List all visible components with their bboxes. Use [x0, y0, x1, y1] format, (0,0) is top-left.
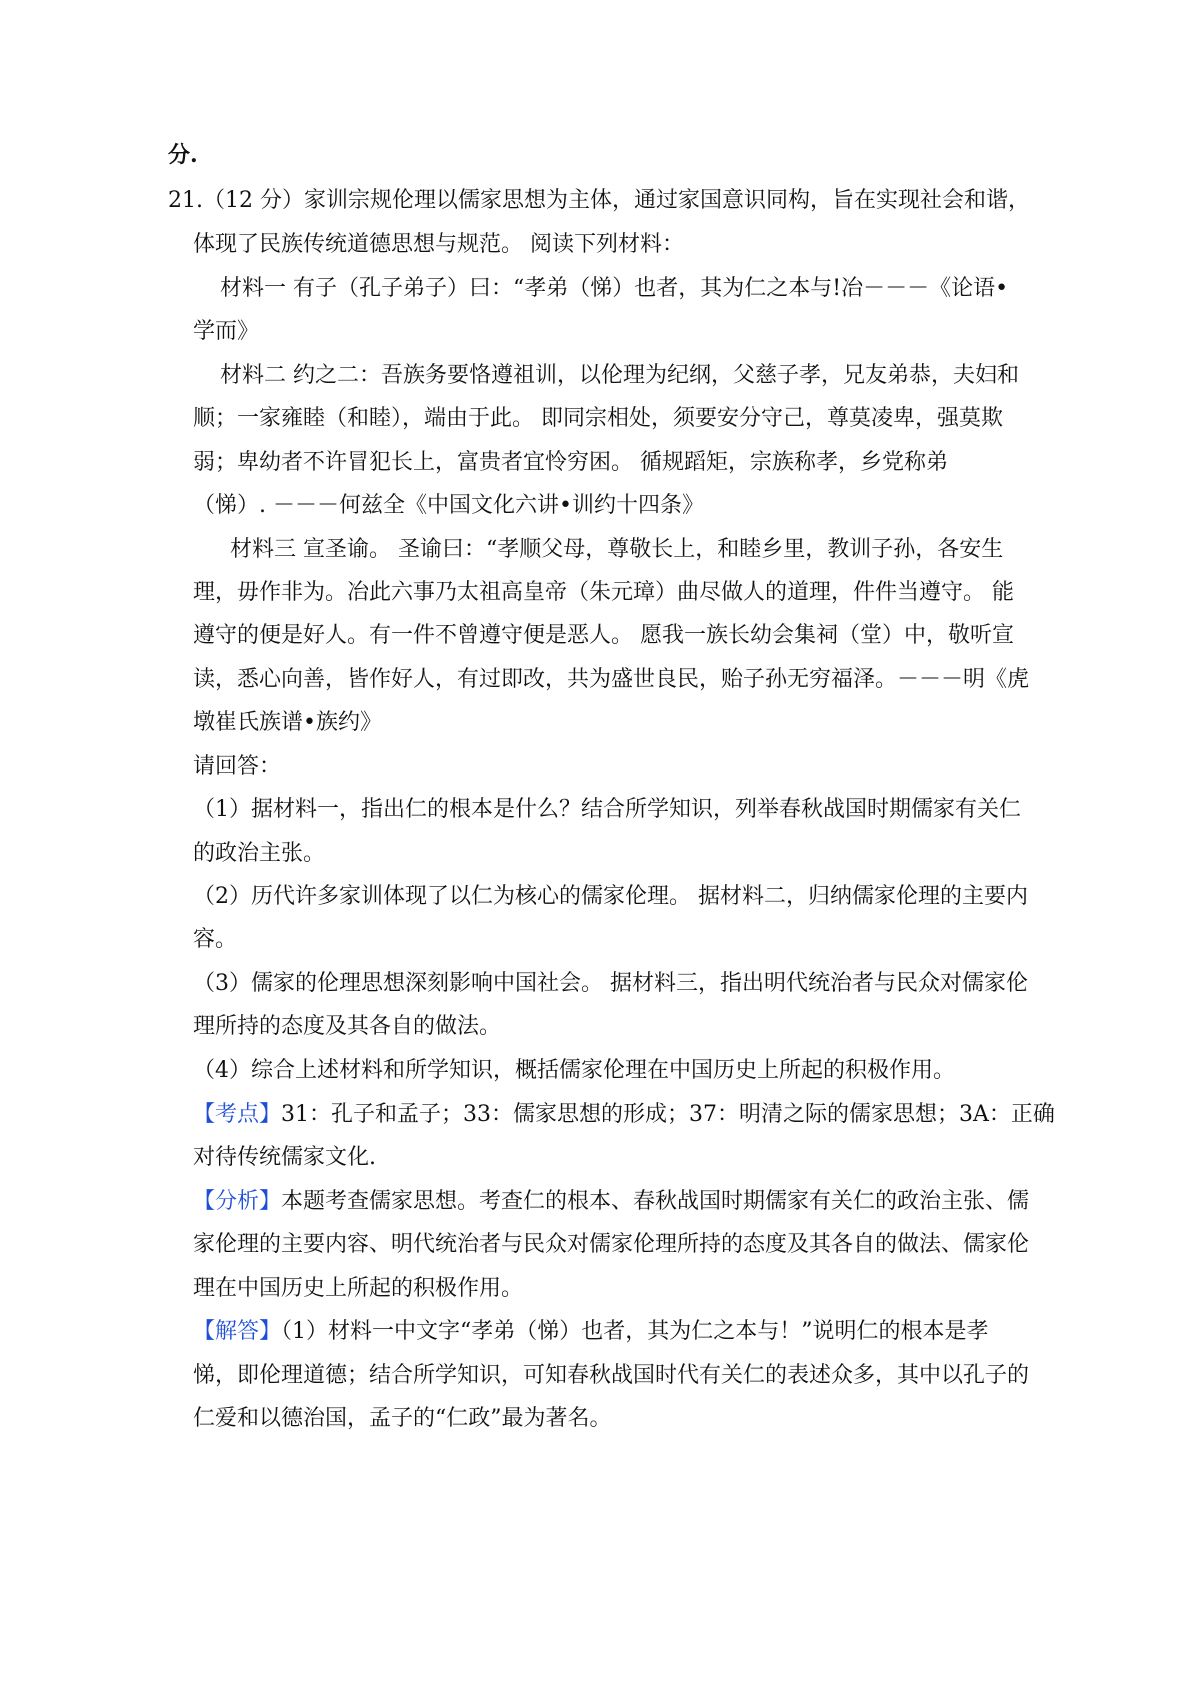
question-21-stem-line-1: 21.（12 分）家训宗规伦理以儒家思想为主体，通过家国意识同构，旨在实现社会和谐， [168, 188, 1030, 213]
analysis-line-2: 家伦理的主要内容、明代统治者与民众对儒家伦理所持的态度及其各自的做法、儒家伦 [193, 1232, 1030, 1257]
answer-line-1 [193, 1317, 989, 1347]
sub-question-1-line-2: 的政治主张。 [193, 841, 326, 866]
material-2-line-3: 弱；卑幼者不许冒犯长上，富贵者宜怜穷困。 循规蹈矩，宗族称孝，乡党称弟 [193, 450, 948, 475]
material-2-line-1: 材料二 约之二：吾族务要恪遵祖训，以伦理为纪纲，父慈子孝，兄友弟恭，夫妇和 [220, 363, 1019, 388]
sub-question-3-line-1: （3）儒家的伦理思想深刻影响中国社会。 据材料三，指出明代统治者与民众对儒家伦 [193, 971, 1028, 996]
material-3-line-4: 读，悉心向善，皆作好人，有过即改，共为盛世良民，贻子孙无穷福泽。－－－明《虎 [193, 667, 1030, 692]
sub-question-4-line-1: （4）综合上述材料和所学知识，概括儒家伦理在中国历史上所起的积极作用。 [193, 1058, 955, 1083]
key-points-text: 31：孔子和孟子；33：儒家思想的形成；37：明清之际的儒家思想；3A：正确 [281, 1102, 1055, 1127]
material-2-line-2: 顺；一家雍睦（和睦），端由于此。 即同宗相处，须要安分守己，尊莫凌卑，强莫欺 [193, 406, 1003, 431]
material-3-line-3: 遵守的便是好人。有一件不曾遵守便是恶人。 愿我一族长幼会集祠（堂）中，敬听宣 [193, 623, 1014, 648]
material-1-line-1: 材料一 有子（孔子弟子）曰：“孝弟（悌）也者，其为仁之本与!冶－－－《论语• [220, 276, 1009, 301]
material-3-line-5: 墩崔氏族谱•族约》 [193, 710, 382, 735]
answer-line-2: 悌，即伦理道德；结合所学知识，可知春秋战国时代有关仁的表述众多，其中以孔子的 [193, 1363, 1030, 1388]
material-2-line-4: （悌）. －－－何兹全《中国文化六讲•训约十四条》 [193, 493, 704, 518]
please-answer-label: 请回答： [193, 754, 282, 779]
material-3-line-2: 理，毋作非为。冶此六事乃太祖高皇帝（朱元璋）曲尽做人的道理，件件当遵守。 能 [193, 580, 1014, 605]
sub-question-2-line-2: 容。 [193, 927, 238, 952]
answer-text: （1）材料一中文字“孝弟（悌）也者，其为仁之本与！”说明仁的根本是孝 [281, 1319, 989, 1344]
sub-question-1-line-1: （1）据材料一，指出仁的根本是什么？结合所学知识，列举春秋战国时期儒家有关仁 [193, 797, 1021, 822]
key-points-tag: 【考点】 [193, 1102, 282, 1127]
key-points-line-1 [193, 1100, 1055, 1130]
question-21-stem-line-2: 体现了民族传统道德思想与规范。 阅读下列材料： [193, 232, 684, 257]
material-3-line-1: 材料三 宣圣谕。 圣谕曰：“孝顺父母，尊敬长上，和睦乡里，教训子孙，各安生 [230, 537, 1004, 562]
analysis-tag: 【分析】 [193, 1189, 282, 1214]
answer-line-3: 仁爱和以德治国，孟子的“仁政”最为著名。 [193, 1406, 612, 1431]
continued-score-text: 分. [168, 142, 198, 168]
sub-question-2-line-1: （2）历代许多家训体现了以仁为核心的儒家伦理。 据材料二，归纳儒家伦理的主要内 [193, 884, 1028, 909]
answer-tag: 【解答】 [193, 1319, 282, 1344]
material-1-line-2: 学而》 [193, 319, 260, 344]
analysis-line-3: 理在中国历史上所起的积极作用。 [193, 1276, 524, 1301]
analysis-text: 本题考查儒家思想。考查仁的根本、春秋战国时期儒家有关仁的政治主张、儒 [281, 1189, 1030, 1214]
analysis-line-1 [193, 1187, 1029, 1217]
sub-question-3-line-2: 理所持的态度及其各自的做法。 [193, 1014, 502, 1039]
key-points-line-2: 对待传统儒家文化. [193, 1145, 376, 1170]
